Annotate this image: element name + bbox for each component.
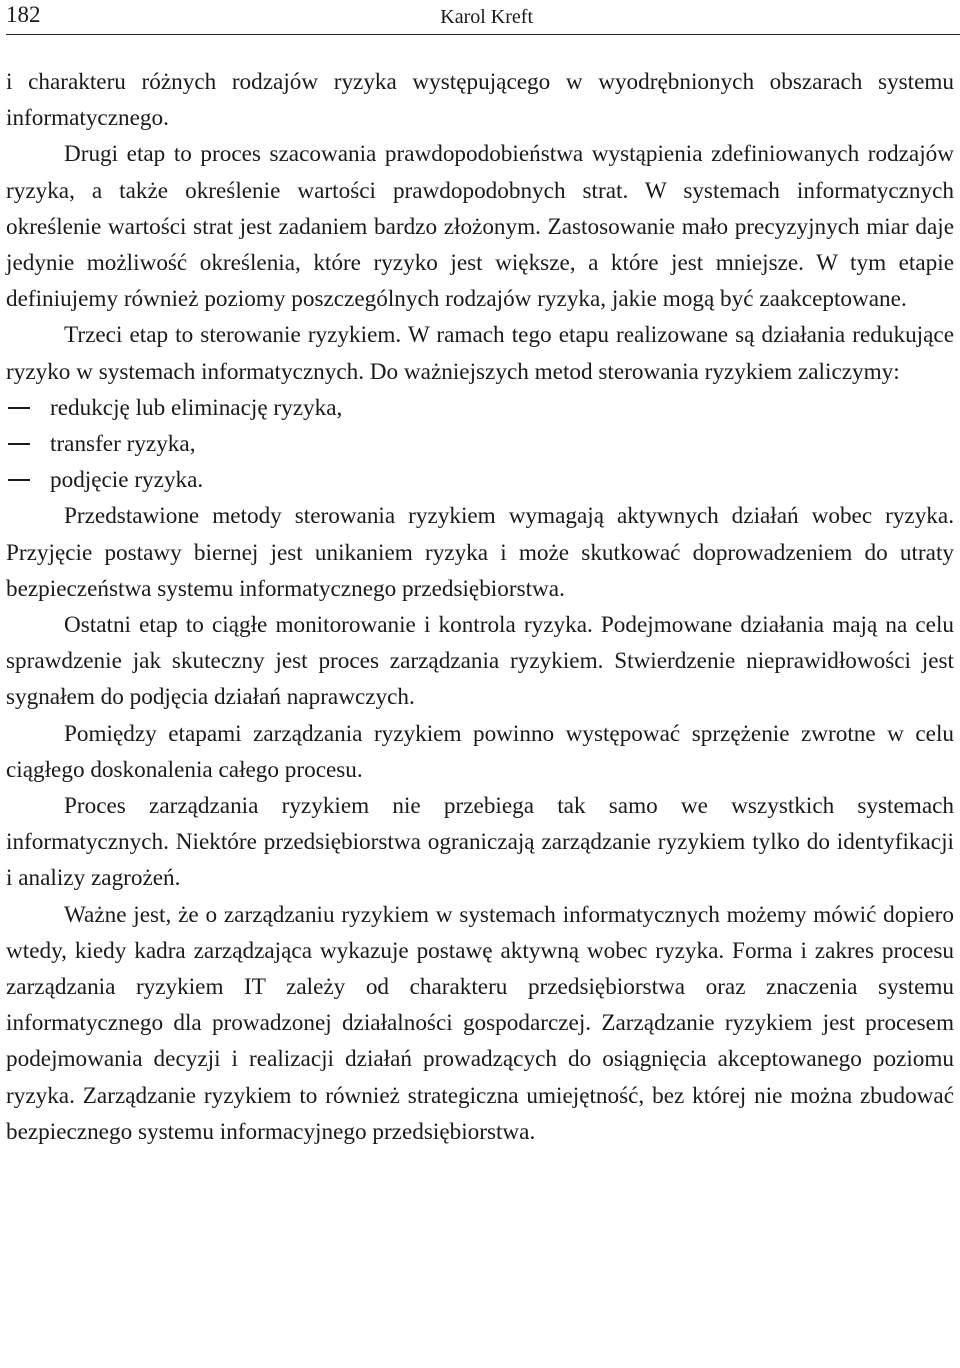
- list-item: [6, 390, 954, 426]
- paragraph-7: Proces zarządzania ryzykiem nie przebiega tak samo we wszystkich systemach informatycznych. Niektóre przedsiębiorstwa ograniczają zarządzanie ryzykiem tylko do identyfikacji i analizy zagrożeń.: [6, 793, 954, 892]
- paragraph-6: Pomiędzy etapami zarządzania ryzykiem powinno występować sprzężenie zwrotne w celu ciągłego doskonalenia całego procesu.: [6, 720, 954, 783]
- paragraph-4: Przedstawione metody sterowania ryzykiem wymagają aktywnych działań wobec ryzyka. Przyjęcie postawy biernej jest unikaniem ryzyka i może skutkować doprowadzeniem do utraty bezpieczeństwa systemu informatycznego przedsiębiorstwa.: [6, 503, 954, 602]
- paragraph-3: Trzeci etap to sterowanie ryzykiem. W ramach tego etapu realizowane są działania redukujące ryzyko w systemach informatycznych. Do ważniejszych metod sterowania ryzykiem zaliczymy:: [6, 322, 954, 385]
- running-head-author: Karol Kreft: [440, 6, 533, 28]
- list-item-text: redukcję lub eliminację ryzyka,: [50, 394, 343, 421]
- dash-bullet-icon: [8, 407, 30, 409]
- paragraph-5: Ostatni etap to ciągłe monitorowanie i kontrola ryzyka. Podejmowane działania mają na celu sprawdzenie jak skuteczny jest proces zarządzania ryzykiem. Stwierdzenie nieprawidłowości jest sygnałem do podjęcia działań naprawczych.: [6, 612, 954, 711]
- list-item-text: podjęcie ryzyka.: [50, 467, 204, 494]
- dash-bullet-icon: [8, 443, 30, 445]
- list-item: [6, 426, 954, 462]
- body-text: [6, 64, 954, 1150]
- dash-bullet-icon: [8, 479, 30, 481]
- list-item: [6, 462, 954, 498]
- risk-control-methods-list: [6, 390, 954, 499]
- paragraph-8: Ważne jest, że o zarządzaniu ryzykiem w systemach informatycznych możemy mówić dopiero wtedy, kiedy kadra zarządzająca wykazuje postawę aktywną wobec ryzyka. Forma i zakres procesu zarządzania ryzykiem IT zależy od charakteru przedsiębiorstwa oraz znaczenia systemu informatycznego dla prowadzonej działalności gospodarczej. Zarządzanie ryzykiem jest procesem podejmowania decyzji i realizacji działań prowadzących do osiągnięcia akceptowanego poziomu ryzyka. Zarządzanie ryzykiem to również strategiczna umiejętność, bez której nie można zbudować bezpiecznego systemu informacyjnego przedsiębiorstwa.: [6, 901, 954, 1145]
- page-header: [6, 0, 960, 35]
- list-item-text: transfer ryzyka,: [50, 431, 196, 458]
- paragraph-2: Drugi etap to proces szacowania prawdopodobieństwa wystąpienia zdefiniowanych rodzajów ryzyka, a także określenie wartości prawdopodobnych strat. W systemach informatycznych określenie wartości strat jest zadaniem bardzo złożonym. Zastosowanie mało precyzyjnych miar daje jedynie możliwość określenia, które ryzyko jest większe, a które jest mniejsze. W tym etapie definiujemy również poziomy poszczególnych rodzajów ryzyka, jakie mogą być zaakceptowane.: [6, 141, 954, 313]
- page-number: 182: [6, 2, 41, 27]
- paragraph-1: i charakteru różnych rodzajów ryzyka występującego w wyodrębnionych obszarach systemu informatycznego.: [6, 69, 954, 132]
